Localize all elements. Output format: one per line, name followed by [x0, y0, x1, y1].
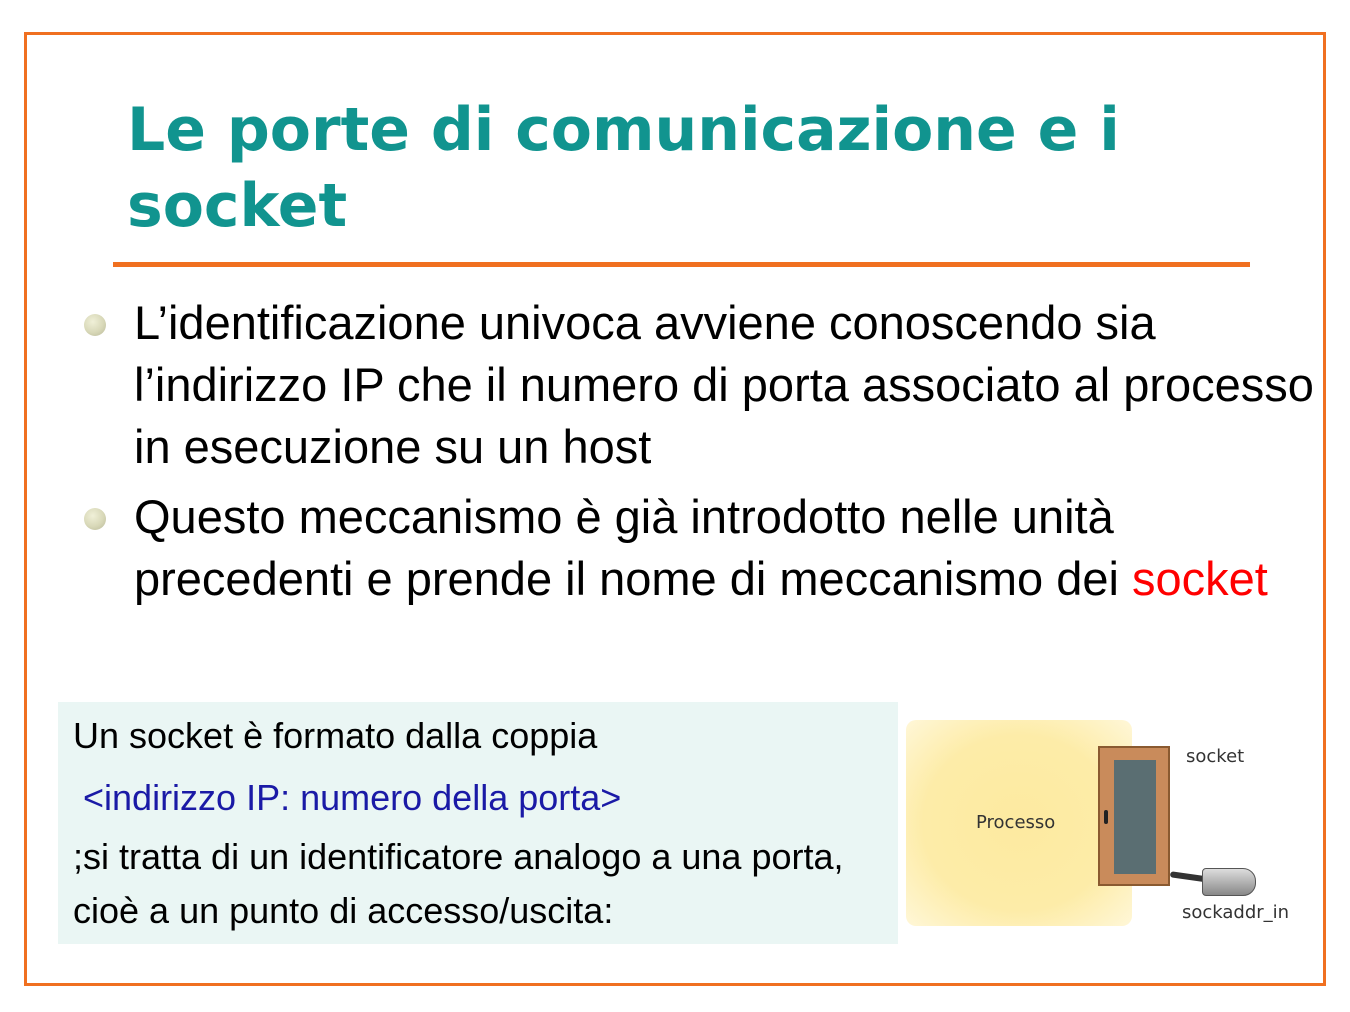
bullet-item [0, 486, 1314, 610]
bullet-dot-icon [84, 508, 106, 530]
definition-line: Un socket è formato dalla coppia [73, 715, 598, 756]
bullet-text: Questo meccanismo è già introdotto nelle unità precedenti e prende il nome di meccanismo dei [134, 490, 1132, 605]
definition-box [58, 702, 898, 944]
socket-label: socket [1186, 746, 1245, 767]
bullet-dot-icon [84, 314, 106, 336]
bullet-text: L’identificazione univoca avviene conoscendo sia l’indirizzo IP che il numero di porta associato al processo in esecuzione su un host [134, 296, 1314, 473]
definition-line: ;si tratta di un identificatore analogo a una porta, cioè a un punto di accesso/uscita: [73, 836, 844, 931]
plug-icon [1202, 868, 1256, 896]
address-label: sockaddr_in [1182, 902, 1290, 923]
bullet-list [0, 292, 1350, 618]
door-icon [1098, 746, 1170, 886]
highlight-term: socket [1132, 552, 1268, 605]
bullet-item [0, 292, 1314, 478]
tuple-definition: <indirizzo IP: numero della porta> [83, 777, 622, 818]
door-handle-icon [1104, 810, 1108, 824]
socket-illustration [900, 718, 1290, 933]
title-divider [113, 262, 1250, 267]
process-label: Processo [976, 812, 1056, 833]
slide-title: Le porte di comunicazione e i socket [127, 95, 1120, 241]
window-grid-icon [1114, 760, 1156, 874]
